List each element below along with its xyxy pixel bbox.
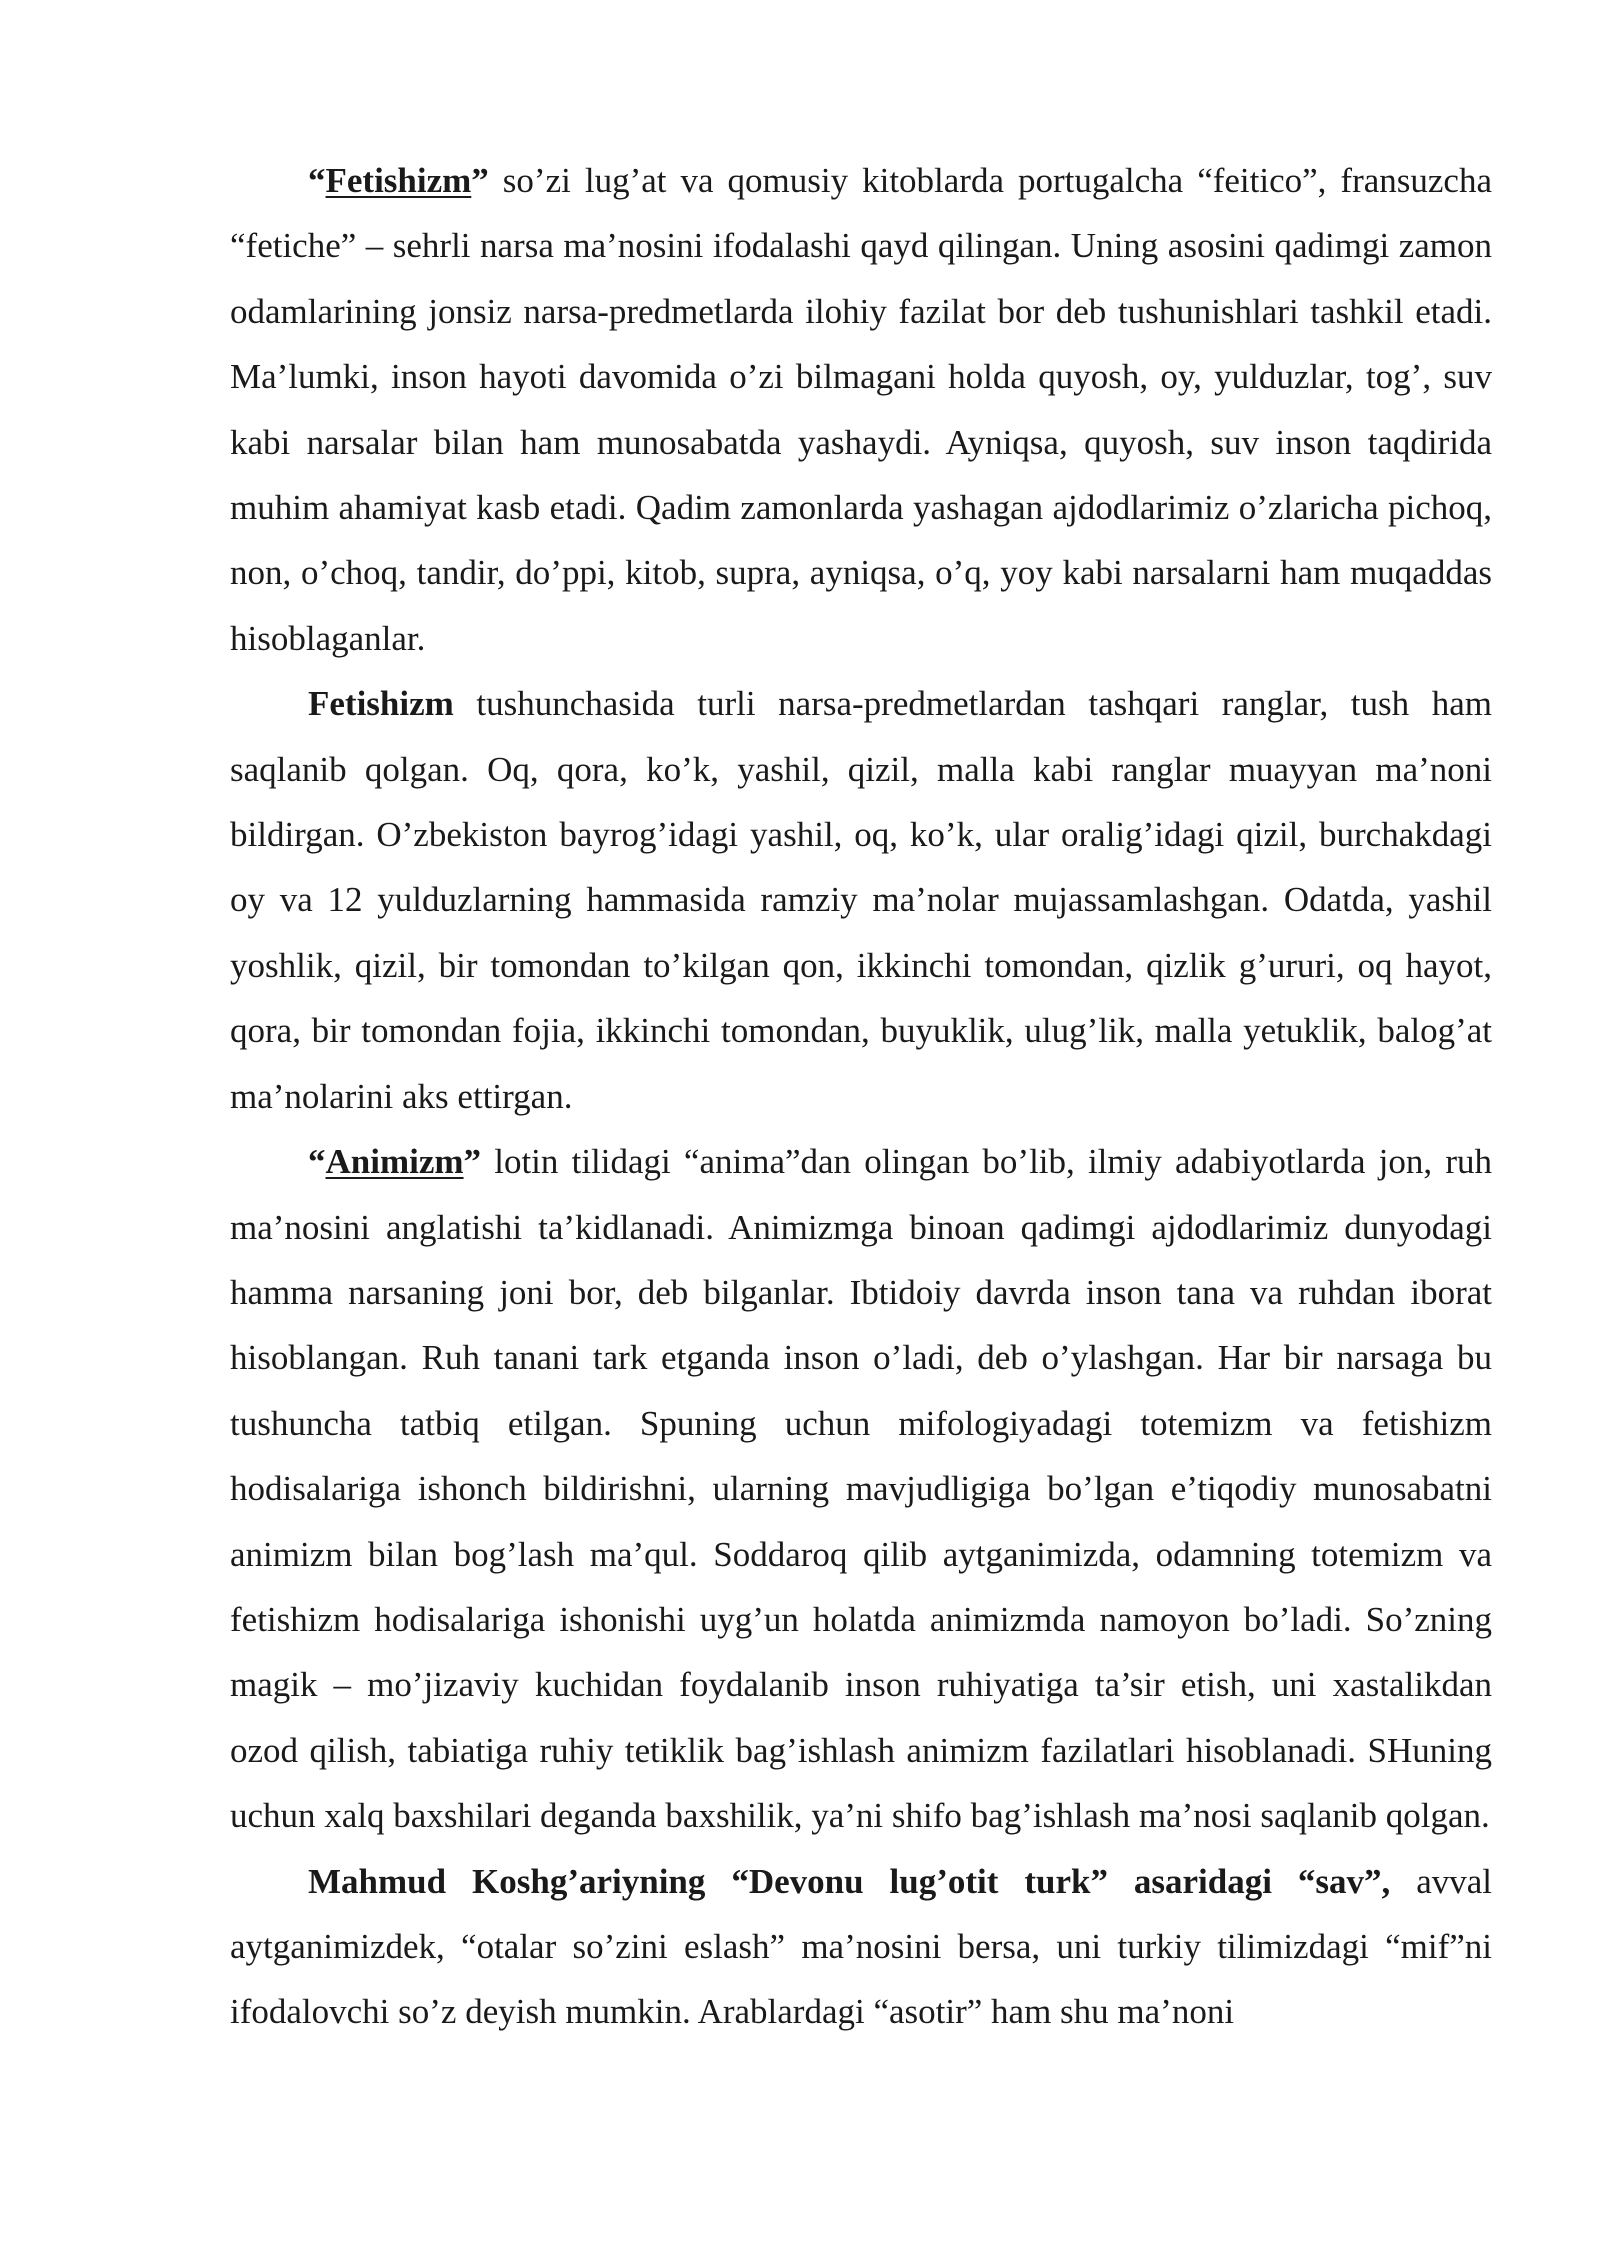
- paragraph-text: tushunchasida turli narsa-predmetlardan tashqari ranglar, tush ham saqlanib qolgan. Oq, qora, ko’k, yashil, qizil, malla kabi ranglar muayyan ma’noni bildirgan. O’zbekiston bayrog’idagi yashil, oq, ko’k, ular oralig’idagi qizil, burchakdagi oy va 12 yulduzlarning hammasida ramziy ma’nolar mujassamlashgan. Odatda, yashil yoshlik, qizil, bir tomondan to’kilgan qon, ikkinchi tomondan, qizlik g’ururi, oq hayot, qora, bir tomondan fojia, ikkinchi tomondan, buyuklik, ulug’lik, malla yetuklik, balog’at ma’nolarini aks ettirgan.: [230, 684, 1492, 1116]
- close-quote: ”: [463, 1142, 482, 1182]
- paragraph-mahmud-koshgariy: [230, 1849, 1492, 2045]
- paragraph-text: avval aytganimizdek, “otalar so’zini eslash” ma’nosini bersa, uni turkiy tilimizdagi “mif”ni ifodalovchi so’z deyish mumkin. Arablardagi “asotir” ham shu ma’noni: [230, 1861, 1492, 2032]
- term-fetishizm-bold: Fetishizm: [308, 684, 454, 724]
- term-animizm: [308, 1142, 481, 1181]
- open-quote: “: [308, 161, 326, 200]
- paragraph-fetishizm-colors: [230, 671, 1492, 1129]
- document-page: [230, 148, 1492, 2045]
- close-quote: ”: [471, 161, 489, 200]
- open-quote: “: [308, 1142, 326, 1182]
- term-animizm-word: Animizm: [325, 1142, 464, 1182]
- term-mahmud-koshgariy: Mahmud Koshg’ariyning “Devonu lug’otit turk” asaridagi “sav”,: [308, 1861, 1391, 1901]
- paragraph-animizm: [230, 1129, 1492, 1848]
- paragraph-text: so’zi lug’at va qomusiy kitoblarda portugalcha “feitico”, fransuzcha “fetiche” – sehrli narsa ma’nosini ifodalashi qayd qilingan. Uning asosini qadimgi zamon odamlarining jonsiz narsa-predmetlarda ilohiy fazilat bor deb tushunishlari tashkil etadi. Ma’lumki, inson hayoti davomida o’zi bilmagani holda quyosh, oy, yulduzlar, tog’, suv kabi narsalar bilan ham munosabatda yashaydi. Ayniqsa, quyosh, suv inson taqdirida muhim ahamiyat kasb etadi. Qadim zamonlarda yashagan ajdodlarimiz o’zlaricha pichoq, non, o’choq, tandir, do’ppi, kitob, supra, ayniqsa, o’q, yoy kabi narsalarni ham muqaddas hisoblaganlar.: [230, 161, 1492, 658]
- term-fetishizm-word: Fetishizm: [325, 161, 472, 200]
- term-fetishizm: [308, 161, 489, 200]
- paragraph-text: lotin tilidagi “anima”dan olingan bo’lib, ilmiy adabiyotlarda jon, ruh ma’nosini anglatishi ta’kidlanadi. Animizmga binoan qadimgi ajdodlarimiz dunyodagi hamma narsaning joni bor, deb bilganlar. Ibtidoiy davrda inson tana va ruhdan iborat hisoblangan. Ruh tanani tark etganda inson o’ladi, deb o’ylashgan. Har bir narsaga bu tushuncha tatbiq etilgan. Spuning uchun mifologiyadagi totemizm va fetishizm hodisalariga ishonch bildirishni, ularning mavjudligiga bo’lgan e’tiqodiy munosabatni animizm bilan bog’lash ma’qul. Soddaroq qilib aytganimizda, odamning totemizm va fetishizm hodisalariga ishonishi uyg’un holatda animizmda namoyon bo’ladi. So’zning magik – mo’jizaviy kuchidan foydalanib inson ruhiyatiga ta’sir etish, uni xastalikdan ozod qilish, tabiatiga ruhiy tetiklik bag’ishlash animizm fazilatlari hisoblanadi. SHuning uchun xalq baxshilari deganda baxshilik, ya’ni shifo bag’ishlash ma’nosi saqlanib qolgan.: [230, 1142, 1492, 1836]
- paragraph-fetishizm-definition: [230, 148, 1492, 671]
